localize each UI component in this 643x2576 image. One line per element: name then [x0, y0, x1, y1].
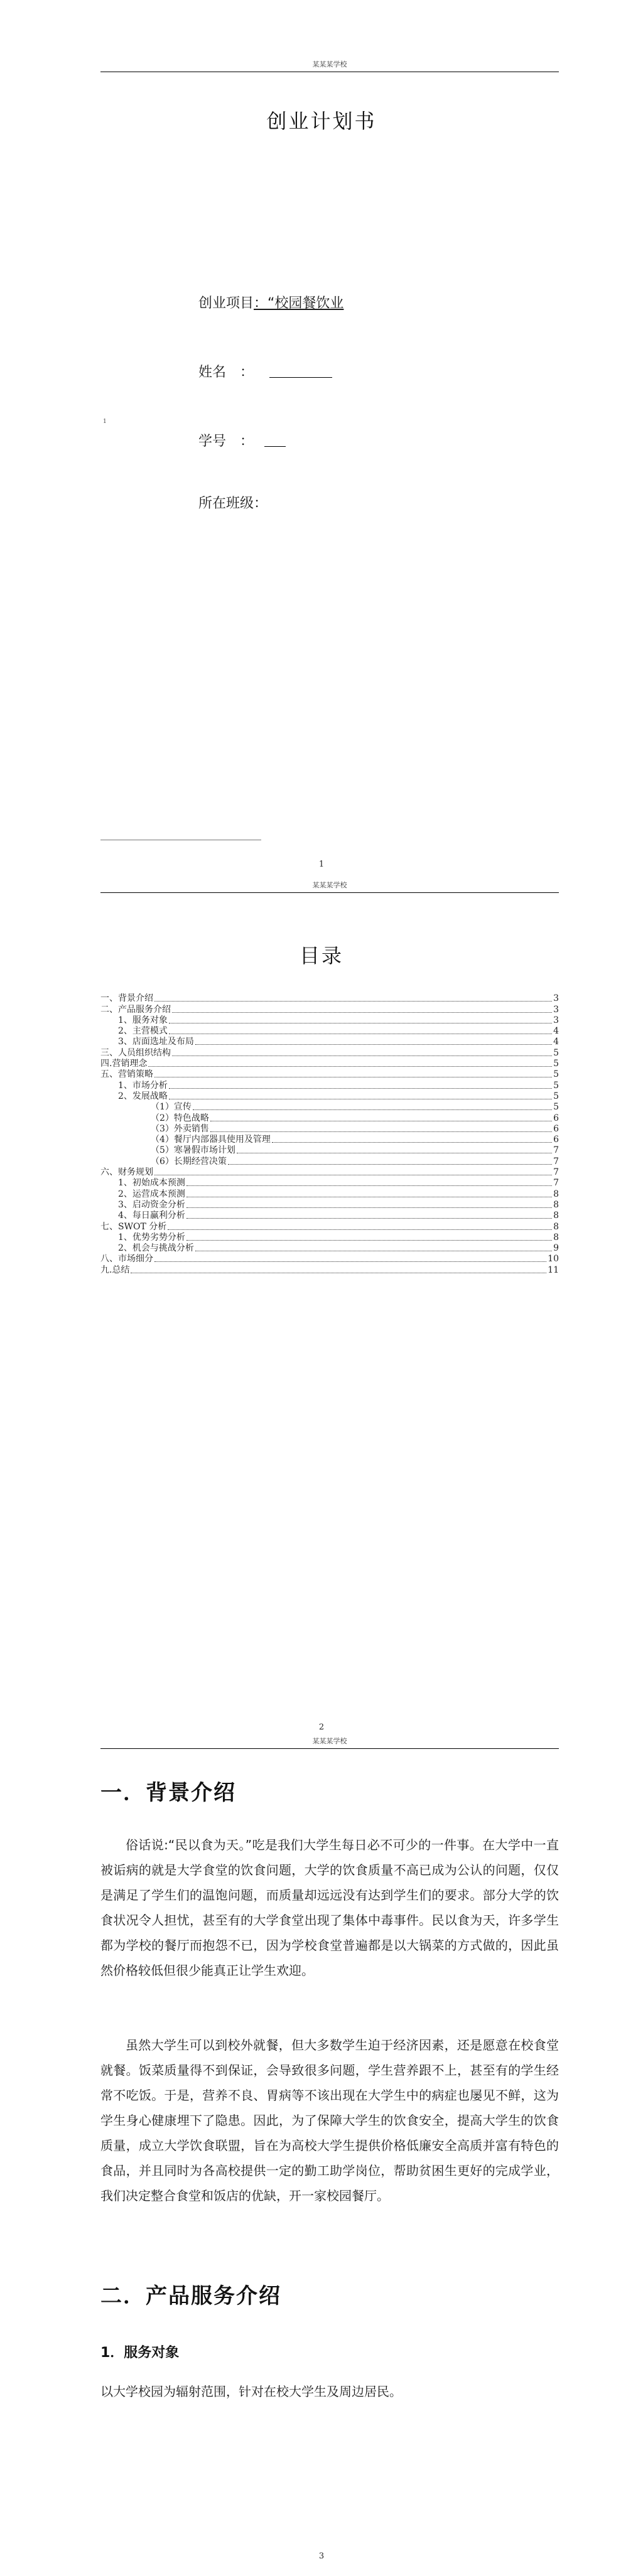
toc-entry-label: 2、机会与挑战分析: [118, 1243, 194, 1254]
toc-entry-page: 3: [553, 1004, 559, 1015]
toc-entry-label: （3）外卖销售: [151, 1123, 209, 1134]
toc-entry-label: 2、主营模式: [118, 1026, 168, 1037]
toc-entry-label: （1）宣传: [151, 1102, 192, 1113]
project-line: [198, 292, 343, 312]
toc-entry-label: 六、财务规划: [100, 1167, 153, 1178]
service-target-text: 以大学校园为辐射范围，针对在校大学生及周边居民。: [100, 2384, 402, 2399]
toc-entry-page: 8: [553, 1211, 559, 1221]
section-heading-background: 一．背景介绍: [100, 1780, 236, 1805]
toc-leader-dots: [154, 1261, 546, 1262]
toc-entry-page: 7: [553, 1156, 559, 1167]
toc-title: 目录: [299, 944, 343, 968]
toc-entry-label: 1、服务对象: [118, 1015, 168, 1025]
toc-entry[interactable]: [100, 1004, 559, 1015]
student-id-label: 学号 ：: [198, 434, 254, 449]
toc-entry-label: 七、SWOT 分析: [100, 1221, 167, 1232]
toc-leader-dots: [193, 1109, 552, 1110]
page-header: 某某某学校: [100, 59, 559, 72]
background-paragraph-2: 虽然大学生可以到校外就餐，但大多数学生迫于经济因素，还是愿意在校食堂就餐。饭菜质量得不到保证，会导致很多问题，学生营养跟不上，甚至有的学生经常不吃饭。于是，营养不良、胃病等不该出现在大学生中的病症也屡见不鲜，这为学生身心健康埋下了隐患。因此，为了保障大学生的饮食安全，提高大学生的饮食质量，成立大学饮食联盟，旨在为高校大学生提供价格低廉安全高质并富有特色的食品，并且同时为各高校提供一定的勤工助学岗位，帮助贫困生更好的完成学业，我们决定整合食堂和饭店的优缺，开一家校园餐厅。: [100, 2038, 559, 2203]
toc-entry[interactable]: [100, 1047, 559, 1058]
toc-entry[interactable]: [100, 1069, 559, 1080]
project-label: 创业项目: [198, 296, 254, 311]
toc-entry-label: 2、发展战略: [118, 1091, 168, 1101]
toc-entry[interactable]: [100, 1145, 559, 1156]
toc-entry-page: 5: [553, 1069, 559, 1080]
class-line: [198, 493, 267, 512]
toc-entry-page: 7: [553, 1178, 559, 1189]
page-number: 3: [318, 2552, 325, 2561]
toc-entry-label: 三、人员组织结构: [100, 1047, 171, 1058]
toc-entry[interactable]: [100, 1221, 559, 1232]
toc-entry-page: 11: [548, 1264, 559, 1275]
student-id-blank: [264, 434, 286, 447]
toc-entry-label: （4）餐厅内部器具使用及管理: [151, 1135, 271, 1145]
toc-leader-dots: [228, 1164, 552, 1165]
toc-entry-label: 四.营销理念: [100, 1059, 148, 1069]
toc-leader-dots: [154, 1001, 552, 1002]
toc-entry-page: 5: [553, 1047, 559, 1058]
toc-entry-page: 8: [553, 1199, 559, 1210]
toc-entry-page: 8: [553, 1189, 559, 1199]
section-heading-products: 二．产品服务介绍: [100, 2284, 281, 2309]
toc-entry-page: 8: [553, 1221, 559, 1232]
toc-entry[interactable]: [100, 1178, 559, 1189]
toc-entry[interactable]: [100, 1124, 559, 1135]
toc-leader-dots: [186, 1218, 552, 1219]
toc-entry[interactable]: [100, 1211, 559, 1221]
toc-entry[interactable]: [100, 1264, 559, 1275]
toc-entry[interactable]: [100, 1189, 559, 1199]
toc-entry-page: 8: [553, 1232, 559, 1243]
toc-entry-page: 4: [553, 1037, 559, 1047]
toc-entry[interactable]: [100, 1080, 559, 1091]
toc-entry-label: 1、初始成本预测: [118, 1178, 185, 1189]
toc-entry-label: 1、市场分析: [118, 1080, 168, 1091]
toc-entry-label: 八、市场细分: [100, 1254, 153, 1264]
toc-entry[interactable]: [100, 1200, 559, 1211]
toc-entry[interactable]: [100, 1059, 559, 1069]
toc-entry[interactable]: [100, 993, 559, 1004]
toc-entry[interactable]: [100, 1156, 559, 1167]
document-title: 创业计划书: [266, 109, 377, 133]
toc-leader-dots: [186, 1207, 552, 1208]
toc-entry-page: 3: [553, 1015, 559, 1025]
toc-leader-dots: [272, 1142, 552, 1143]
toc-entry-label: 1、优势劣势分析: [118, 1232, 185, 1243]
toc-entry-label: 一、背景介绍: [100, 993, 153, 1004]
toc-entry-page: 6: [553, 1135, 559, 1145]
toc-leader-dots: [168, 1229, 552, 1230]
toc-leader-dots: [186, 1240, 552, 1241]
student-id-line: [198, 430, 286, 450]
toc-entry-page: 4: [553, 1026, 559, 1037]
toc-entry-page: 6: [553, 1113, 559, 1123]
toc-entry-page: 3: [553, 993, 559, 1004]
page-2: [0, 872, 643, 1736]
toc-entry[interactable]: [100, 1015, 559, 1026]
toc-leader-dots: [210, 1131, 552, 1132]
toc-entry[interactable]: [100, 1254, 559, 1264]
project-value: ：“校园餐饮业: [254, 296, 344, 311]
toc-entry[interactable]: [100, 1243, 559, 1254]
toc-entry[interactable]: [100, 1091, 559, 1102]
toc-entry-label: （2）特色战略: [151, 1113, 209, 1123]
toc-leader-dots: [169, 1088, 552, 1089]
toc-entry[interactable]: [100, 1026, 559, 1037]
page-number: 1: [318, 860, 325, 869]
toc-leader-dots: [148, 1066, 552, 1067]
toc-entry-page: 5: [553, 1102, 559, 1113]
table-of-contents: [100, 993, 559, 1276]
toc-entry[interactable]: [100, 1113, 559, 1123]
toc-entry-page: 7: [553, 1167, 559, 1178]
toc-entry-label: 3、启动资金分析: [118, 1199, 185, 1210]
page-header: 某某某学校: [100, 880, 559, 893]
toc-entry[interactable]: [100, 1037, 559, 1047]
toc-entry[interactable]: [100, 1167, 559, 1178]
toc-entry-label: 九.总结: [100, 1264, 130, 1275]
toc-leader-dots: [172, 1012, 552, 1013]
toc-entry[interactable]: [100, 1102, 559, 1113]
footnote-mark: 1: [103, 419, 107, 425]
toc-entry-page: 7: [553, 1145, 559, 1156]
toc-entry[interactable]: [100, 1232, 559, 1243]
page-1: [0, 0, 643, 872]
toc-entry-label: （5）寒暑假市场计划: [151, 1145, 235, 1156]
name-blank: [269, 365, 332, 378]
page-3: [0, 1736, 643, 2576]
subsection-heading-service-target: 1．服务对象: [100, 2345, 180, 2361]
toc-entry-label: 2、运营成本预测: [118, 1189, 185, 1199]
toc-leader-dots: [186, 1185, 552, 1186]
toc-entry-label: （6）长期经营决策: [151, 1156, 227, 1167]
toc-entry-page: 10: [548, 1254, 559, 1264]
toc-entry-label: 五、营销策略: [100, 1069, 153, 1080]
toc-entry-page: 9: [553, 1243, 559, 1254]
toc-entry-page: 5: [553, 1091, 559, 1101]
toc-entry-page: 5: [553, 1080, 559, 1091]
toc-leader-dots: [195, 1044, 552, 1045]
toc-entry-page: 6: [553, 1123, 559, 1134]
name-line: [198, 361, 332, 381]
name-label: 姓名 ：: [198, 365, 254, 380]
toc-entry-label: 3、店面选址及布局: [118, 1037, 194, 1047]
toc-entry-label: 二、产品服务介绍: [100, 1004, 171, 1015]
page-header: 某某某学校: [100, 1736, 559, 1749]
class-label: 所在班级：: [198, 496, 268, 511]
toc-entry-label: 4、每日赢利分析: [118, 1211, 185, 1221]
toc-entry-page: 5: [553, 1059, 559, 1069]
background-paragraph-1: 俗话说:“民以食为天。”吃是我们大学生每日必不可少的一件事。在大学中一直被诟病的就是大学食堂的饮食问题，大学的饮食质量不高已成为公认的问题，仅仅是满足了学生们的温饱问题，而质量却远远没有达到学生们的要求。部分大学的饮食状况令人担忧，甚至有的大学食堂出现了集体中毒事件。民以食为天，许多学生都为学校的餐厅而抱怨不已，因为学校食堂普遍都是以大锅菜的方式做的，因此虽然价格较低但很少能真正让学生欢迎。: [100, 1837, 559, 1978]
page-number: 2: [318, 1723, 325, 1732]
toc-entry[interactable]: [100, 1135, 559, 1145]
